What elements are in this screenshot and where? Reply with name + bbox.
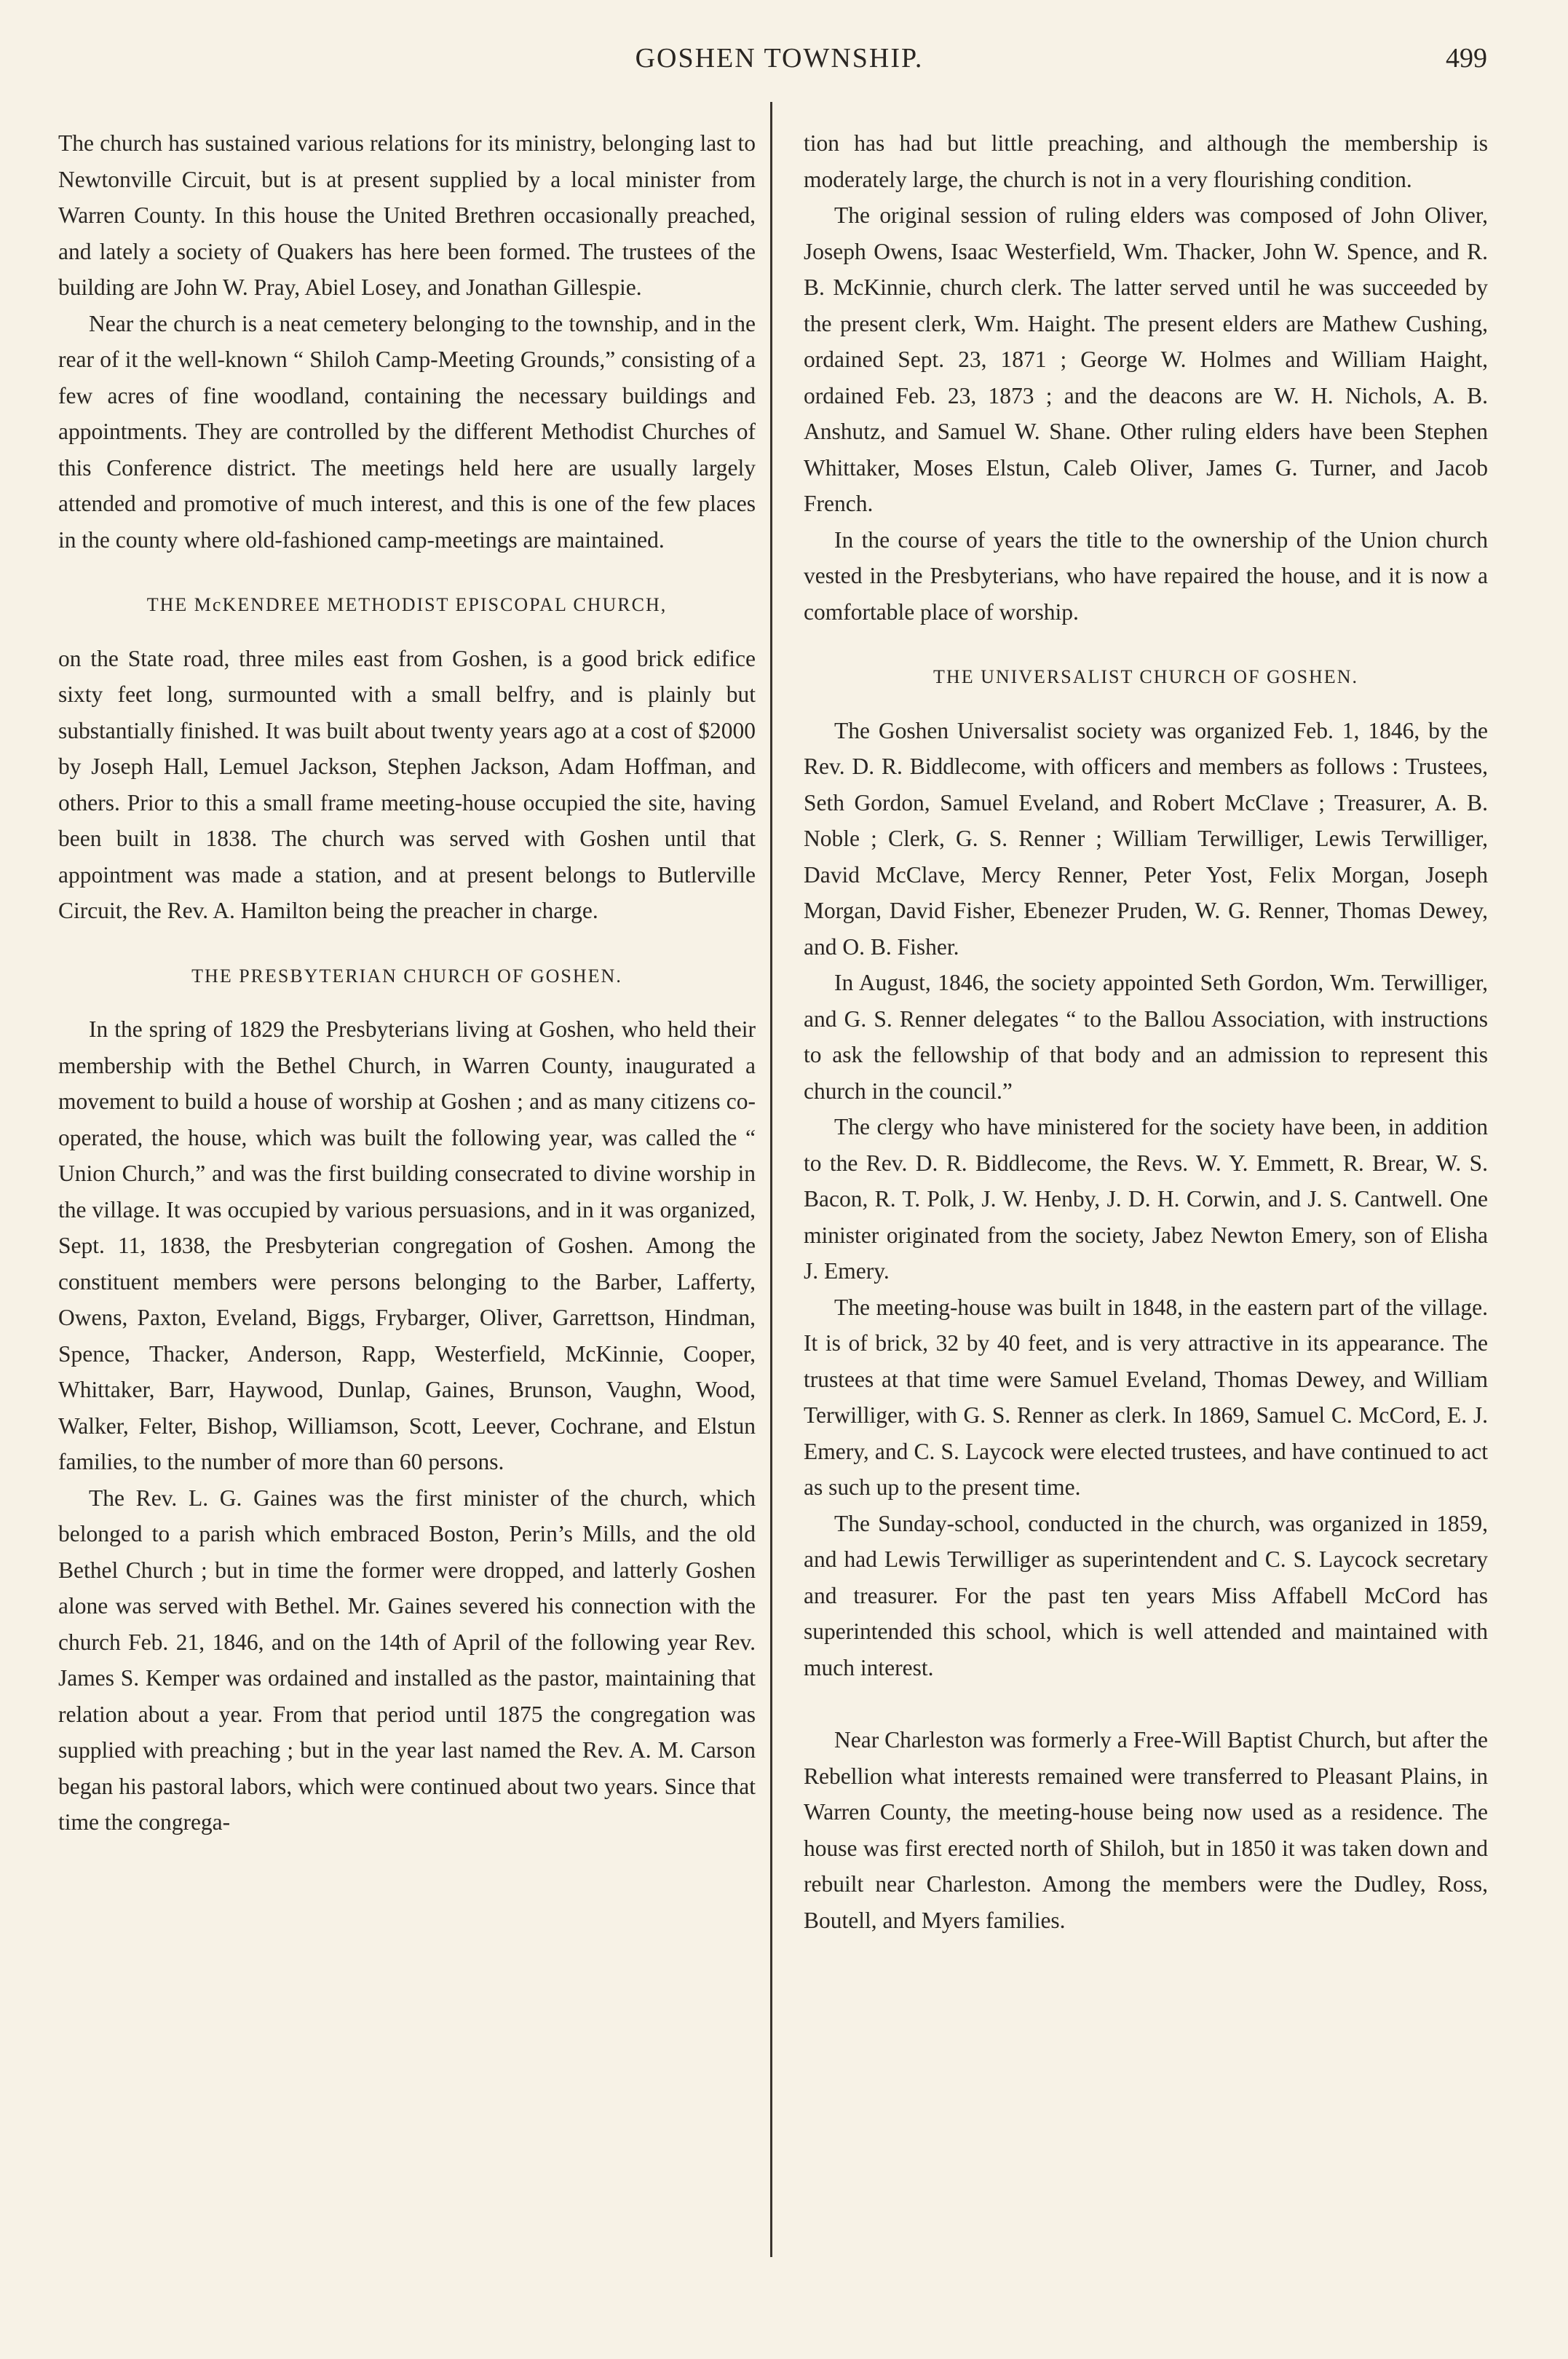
paragraph: on the State road, three miles east from Goshen, is a good brick edifice sixty feet long, surmounted with a small belfry, and is plainly but substantially finished. It was built about twenty years ago at a cost of $2000 by Joseph Hall, Lemuel Jackson, Stephen Jackson, Adam Hoffman, and others. Prior to this a small frame meeting-house occupied the site, having been built in 1838. The church was served with Goshen until that appointment was made a station, and at present belongs to Butlerville Circuit, the Rev. A. Hamilton being the preacher in charge.	[58, 645, 756, 923]
paragraph: The original session of ruling elders was composed of John Oliver, Joseph Owens, Isaac Westerfield, Wm. Thacker, John W. Spence, and R. B. McKinnie, church clerk. The latter served until he was succeeded by the present clerk, Wm. Haight. The present elders are Mathew Cushing, ordained Sept. 23, 1871 ; George W. Holmes and William Haight, ordained Feb. 23, 1873 ; and the deacons are W. H. Nichols, A. B. Anshutz, and Samuel W. Shane. Other ruling elders have been Stephen Whittaker, Moses Elstun, Caleb Oliver, James G. Turner, and Jacob French.	[804, 202, 1488, 516]
paragraph: tion has had but little preaching, and although the membership is moderately large, the church is not in a very flourishing condition.	[804, 130, 1488, 192]
paragraph: The clergy who have ministered for the society have been, in addition to the Rev. D. R. Biddlecome, the Revs. W. Y. Emmett, R. Brear, W. S. Bacon, R. T. Polk, J. W. Henby, J. D. H. Corwin, and J. S. Cantwell. One minister originated from the society, Jabez Newton Emery, son of Elisha J. Emery.	[804, 1114, 1488, 1284]
paragraph: Near the church is a neat cemetery belonging to the township, and in the rear of it the well-known “ Shiloh Camp-Meeting Grounds,” consisting of a few acres of fine woodland, containing the necessary buildings and appointments. They are controlled by the different Methodist Churches of this Conference district. The meetings held here are usually largely attended and promotive of much interest, and this is one of the few places in the county where old-fashioned camp-meetings are maintained.	[58, 310, 756, 553]
paragraph: Near Charleston was formerly a Free-Will Baptist Church, but after the Rebellion what interests remained were transferred to Pleasant Plains, in Warren County, the meeting-house being now used as a residence. The house was first erected north of Shiloh, but in 1850 it was taken down and rebuilt near Charleston. Among the members were the Dudley, Ross, Boutell, and Myers families.	[804, 1727, 1488, 1933]
left-column	[58, 125, 756, 1841]
section-heading-universalist: THE UNIVERSALIST CHURCH OF GOSHEN.	[933, 666, 1358, 687]
section-heading-mckendree: THE McKENDREE METHODIST EPISCOPAL CHURCH,	[146, 594, 668, 615]
section-heading-presbyterian: THE PRESBYTERIAN CHURCH OF GOSHEN.	[191, 965, 622, 987]
page-header	[57, 42, 1502, 86]
section-gap	[804, 1686, 1488, 1722]
paragraph: The church has sustained various relations for its ministry, belonging last to Newtonville Circuit, but is at present supplied by a local minister from Warren County. In this house the United Brethren occasionally preached, and lately a society of Quakers has here been formed. The trustees of the building are John W. Pray, Abiel Losey, and Jonathan Gillespie.	[58, 130, 756, 300]
running-title: GOSHEN TOWNSHIP.	[635, 43, 924, 74]
paragraph: The meeting-house was built in 1848, in the eastern part of the village. It is of brick, 32 by 40 feet, and is very attractive in its appearance. The trustees at that time were Samuel Eveland, Thomas Dewey, and William Terwilliger, with G. S. Renner as clerk. In 1869, Samuel C. McCord, E. J. Emery, and C. S. Laycock were elected trustees, and have continued to act as such up to the present time.	[804, 1294, 1488, 1500]
right-column	[804, 125, 1488, 1938]
paragraph: In August, 1846, the society appointed Seth Gordon, Wm. Terwilliger, and G. S. Renner delegates “ to the Ballou Association, with instructions to ask the fellowship of that body and an admission to represent this church in the council.”	[804, 970, 1488, 1104]
paragraph: The Goshen Universalist society was organized Feb. 1, 1846, by the Rev. D. R. Biddlecome, with officers and members as follows : Trustees, Seth Gordon, Samuel Eveland, and Robert McClave ; Treasurer, A. B. Noble ; Clerk, G. S. Renner ; William Terwilliger, Lewis Terwilliger, David McClave, Mercy Renner, Peter Yost, Felix Morgan, Joseph Morgan, David Fisher, Ebenezer Pruden, W. G. Renner, Thomas Dewey, and O. B. Fisher.	[804, 717, 1488, 960]
column-divider	[770, 102, 772, 2257]
paragraph: In the spring of 1829 the Presbyterians living at Goshen, who held their membership with the Bethel Church, in Warren County, inaugurated a movement to build a house of worship at Goshen ; and as many citizens co-operated, the house, which was built the following year, was called the “ Union Church,” and was the first building consecrated to divine worship in the village. It was occupied by various persuasions, and in it was organized, Sept. 11, 1838, the Presbyterian congregation of Goshen. Among the constituent members were persons belonging to the Barber, Lafferty, Owens, Paxton, Eveland, Biggs, Frybarger, Oliver, Garrettson, Hindman, Spence, Thacker, Anderson, Rapp, Westerfield, McKinnie, Cooper, Whittaker, Barr, Haywood, Dunlap, Gaines, Brunson, Vaughn, Wood, Walker, Felter, Bishop, Williamson, Scott, Leever, Cochrane, and Elstun families, to the number of more than 60 persons.	[58, 1016, 756, 1474]
page-number: 499	[1446, 43, 1487, 74]
paragraph: In the course of years the title to the ownership of the Union church vested in the Presbyterians, who have repaired the house, and it is now a comfortable place of worship.	[804, 526, 1488, 625]
paragraph: The Sunday-school, conducted in the church, was organized in 1859, and had Lewis Terwilliger as superintendent and C. S. Laycock secretary and treasurer. For the past ten years Miss Affabell McCord has superintended this school, which is well attended and maintained with much interest.	[804, 1510, 1488, 1680]
paragraph: The Rev. L. G. Gaines was the first minister of the church, which belonged to a parish which embraced Boston, Perin’s Mills, and the old Bethel Church ; but in time the former were dropped, and latterly Goshen alone was served with Bethel. Mr. Gaines severed his connection with the church Feb. 21, 1846, and on the 14th of April of the following year Rev. James S. Kemper was ordained and installed as the pastor, maintaining that relation about a year. From that period until 1875 the congregation was supplied with preaching ; but in the year last named the Rev. A. M. Carson began his pastoral labors, which were continued about two years. Since that time the congrega-	[58, 1485, 756, 1835]
